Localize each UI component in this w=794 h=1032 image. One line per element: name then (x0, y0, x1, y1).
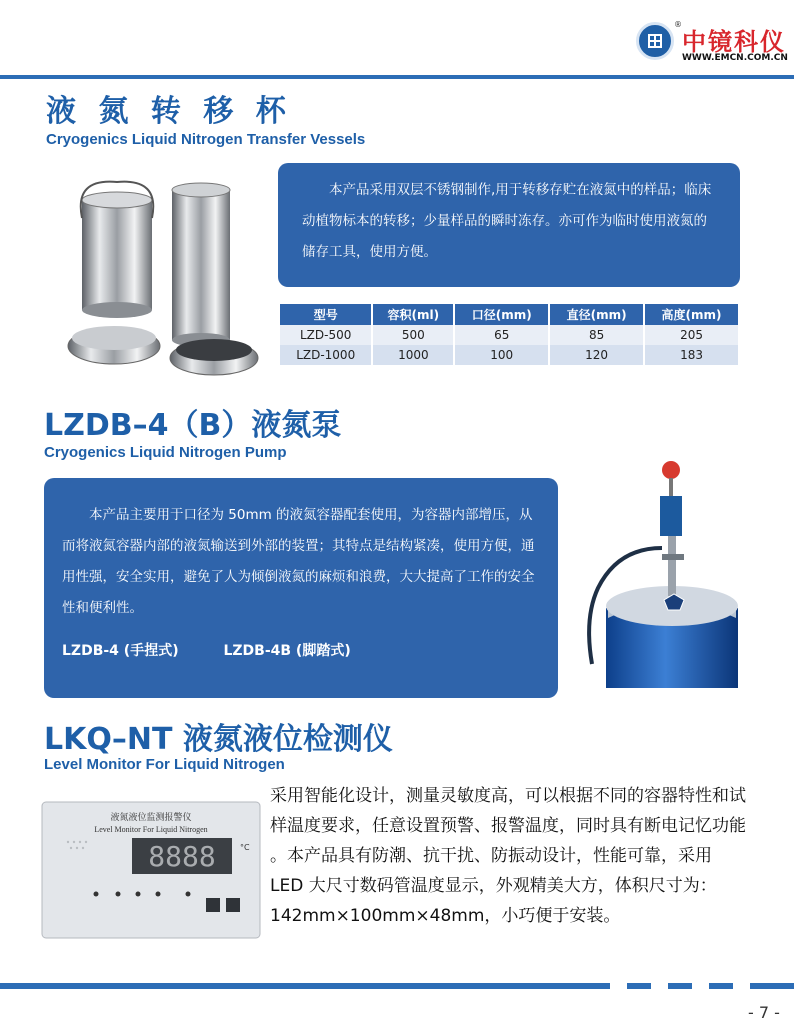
vessels-spec-table (278, 304, 740, 365)
registered-mark: ® (674, 20, 682, 29)
vessels-description-panel (278, 163, 740, 287)
table-header-cell: 型号 (280, 304, 371, 325)
section1-title: 液 氮 转 移 杯 (46, 94, 292, 129)
device-display-reading: 8888 (148, 840, 216, 873)
footer-dash (668, 983, 692, 989)
footer-dash (750, 983, 794, 989)
table-cell: 205 (645, 325, 738, 345)
footer-dash (709, 983, 733, 989)
level-monitor-description: 采用智能化设计，测量灵敏度高，可以根据不同的容器特性和试样温度要求，任意设置预警、报警温度，同时具有断电记忆功能 。本产品具有防潮、抗干扰、防振动设计，性能可靠，采用 LED 大尺寸数码管温度显示，外观精美大方，体积尺寸为：142mm×100mm×48mm，小巧便于安装。 (270, 786, 746, 926)
brand-url: WWW.EMCN.COM.CN (682, 53, 788, 63)
table-cell: LZD-1000 (280, 345, 371, 365)
level-monitor-photo (40, 800, 262, 940)
pump-description: 本产品主要用于口径为 50mm 的液氮容器配套使用，为容器内部增压，从而将液氮容器内部的液氮输送到外部的装置；其特点是结构紧凑，使用方便，通用性强，安全实用，避免了人为倾倒液氮的麻烦和浪费，大大提高了工作的安全性和便利性。 (62, 507, 535, 616)
pump-models (62, 636, 540, 667)
table-cell: 65 (455, 325, 548, 345)
table-cell: 85 (550, 325, 643, 345)
transfer-vessels-photo (64, 178, 264, 388)
table-row (280, 325, 738, 345)
logo-mark-icon (636, 22, 674, 60)
footer-dash (627, 983, 651, 989)
nitrogen-pump-photo (578, 458, 748, 694)
table-header-cell: 直径(mm) (550, 304, 643, 325)
section3-subtitle: Level Monitor For Liquid Nitrogen (44, 756, 285, 773)
table-cell: 1000 (373, 345, 453, 365)
table-header-cell: 容积(ml) (373, 304, 453, 325)
pump-model-hand: LZDB-4 (手捏式) (62, 643, 179, 659)
table-header-cell: 口径(mm) (455, 304, 548, 325)
section2-title: LZDB–4（B）液氮泵 (44, 408, 342, 443)
table-cell: 120 (550, 345, 643, 365)
pump-description-panel (44, 478, 558, 698)
brand-logo (636, 22, 786, 70)
device-label-en: Level Monitor For Liquid Nitrogen (94, 825, 208, 834)
pump-model-foot: LZDB-4B (脚踏式) (223, 643, 351, 659)
table-row (280, 345, 738, 365)
table-cell: 100 (455, 345, 548, 365)
table-header-row (280, 304, 738, 325)
device-label-cn: 液氮液位监测报警仪 (110, 812, 192, 822)
table-cell: 500 (373, 325, 453, 345)
device-display-unit: °C (240, 843, 250, 852)
footer-rule (0, 983, 610, 989)
section3-title: LKQ–NT 液氮液位检测仪 (44, 722, 393, 757)
vessels-description: 本产品采用双层不锈钢制作,用于转移存贮在液氮中的样品；临床动植物标本的转移；少量样品的瞬时冻存。亦可作为临时使用液氮的储存工具，使用方便。 (302, 182, 712, 260)
brand-name: 中镜科仪 (682, 28, 786, 56)
page-number: - 7 - (748, 1003, 780, 1022)
table-header-cell: 高度(mm) (645, 304, 738, 325)
section2-subtitle: Cryogenics Liquid Nitrogen Pump (44, 444, 287, 461)
header-rule (0, 75, 794, 79)
section1-subtitle: Cryogenics Liquid Nitrogen Transfer Vessels (46, 131, 366, 148)
table-cell: 183 (645, 345, 738, 365)
table-cell: LZD-500 (280, 325, 371, 345)
